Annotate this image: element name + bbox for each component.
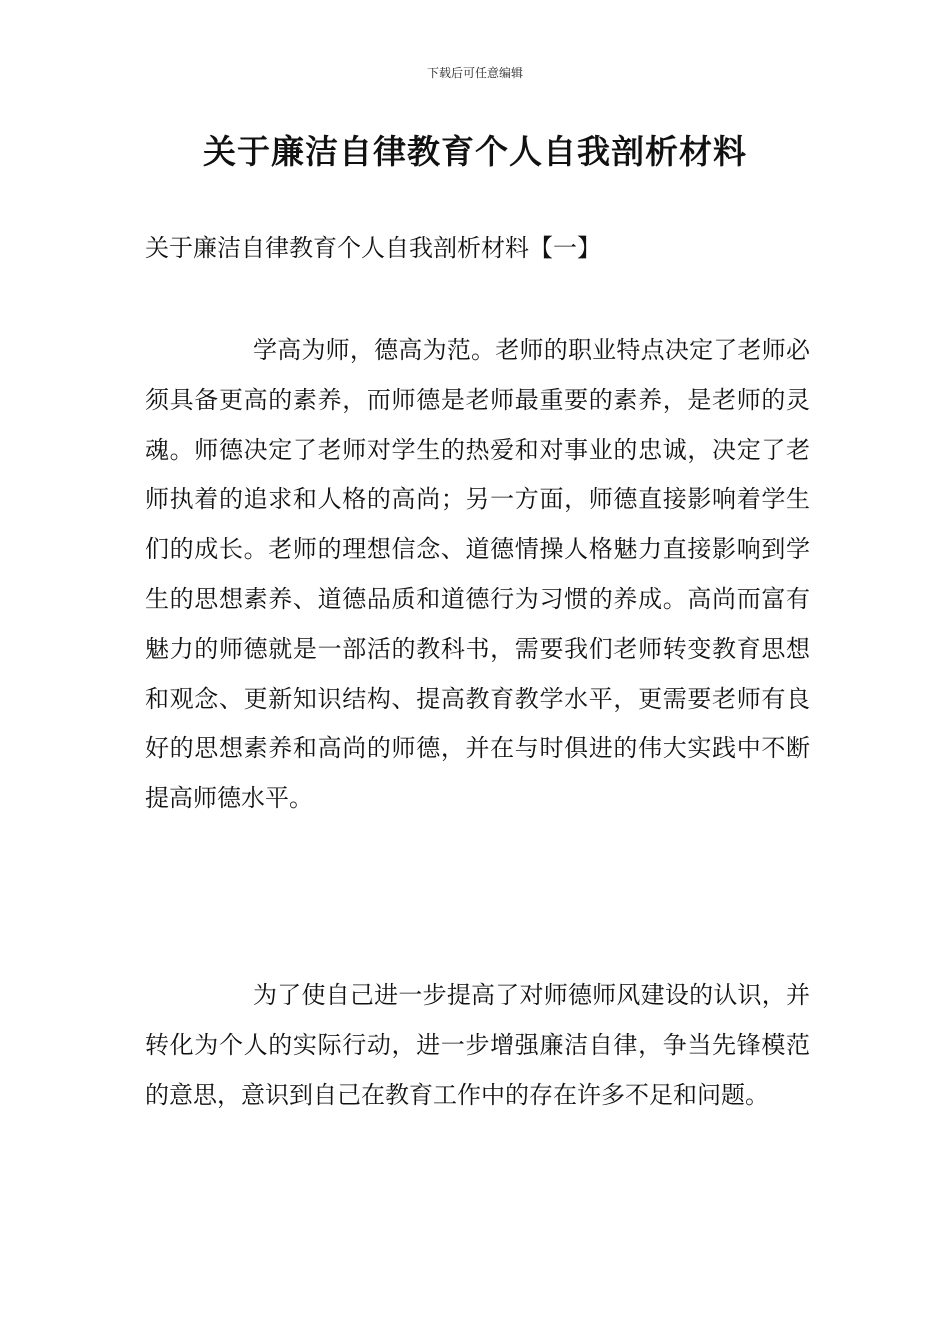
section-heading: 关于廉洁自律教育个人自我剖析材料【一】 [145,234,601,262]
body-paragraph: 学高为师，德高为范。老师的职业特点决定了老师必须具备更高的素养，而师德是老师最重要的素养，是老师的灵魂。师德决定了老师对学生的热爱和对事业的忠诚，决定了老师执着的追求和人格的高尚；另一方面，师德直接影响着学生们的成长。老师的理想信念、道德情操人格魅力直接影响到学生的思想素养、道德品质和道德行为习惯的养成。高尚而富有魅力的师德就是一部活的教科书，需要我们老师转变教育思想和观念、更新知识结构、提高教育教学水平，更需要老师有良好的思想素养和高尚的师德，并在与时俱进的伟大实践中不断提高师德水平。 [145,336,810,813]
body-paragraph: 为了使自己进一步提高了对师德师风建设的认识，并转化为个人的实际行动，进一步增强廉洁自律，争当先锋模范的意思，意识到自己在教育工作中的存在许多不足和问题。 [145,981,810,1109]
document-title: 关于廉洁自律教育个人自我剖析材料 [203,132,747,171]
download-note: 下载后可任意编辑 [426,66,523,80]
